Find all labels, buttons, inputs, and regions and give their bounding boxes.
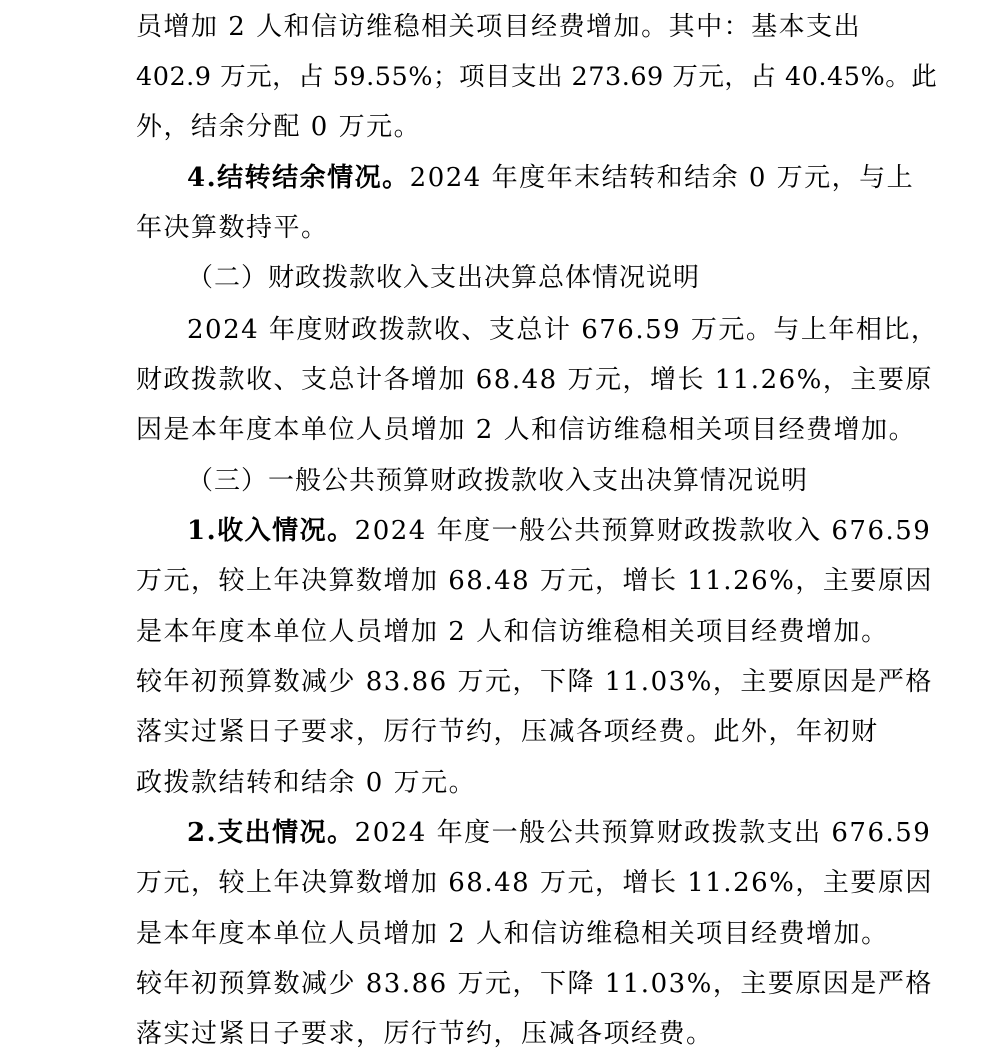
- paragraph-line: 1.收入情况。2024 年度一般公共预算财政拨款收入 676.59: [187, 516, 932, 546]
- paragraph-line: 外，结余分配 0 万元。: [136, 112, 422, 142]
- paragraph-line: 落实过紧日子要求，厉行节约，压减各项经费。: [136, 1019, 714, 1049]
- paragraph-line: 政拨款结转和结余 0 万元。: [136, 768, 477, 798]
- paragraph-line: 落实过紧日子要求，厉行节约，压减各项经费。此外，年初财: [136, 717, 879, 747]
- bold-lead: 4.结转结余情况。: [187, 163, 410, 193]
- paragraph-line: 财政拨款收、支总计各增加 68.48 万元，增长 11.26%，主要原: [136, 365, 933, 395]
- paragraph-line: 402.9 万元，占 59.55%；项目支出 273.69 万元，占 40.45%。此: [136, 62, 938, 92]
- paragraph-line: 万元，较上年决算数增加 68.48 万元，增长 11.26%，主要原因: [136, 868, 933, 898]
- paragraph-line: 2024 年度财政拨款收、支总计 676.59 万元。与上年相比，: [187, 315, 939, 345]
- paragraph-line: 万元，较上年决算数增加 68.48 万元，增长 11.26%，主要原因: [136, 566, 933, 596]
- paragraph-line: 较年初预算数减少 83.86 万元，下降 11.03%，主要原因是严格: [136, 969, 933, 999]
- paragraph-line: 是本年度本单位人员增加 2 人和信访维稳相关项目经费增加。: [136, 919, 889, 949]
- section-heading: （二）财政拨款收入支出决算总体情况说明: [187, 263, 701, 293]
- paragraph-line: 年决算数持平。: [136, 213, 329, 243]
- paragraph-line: 员增加 2 人和信访维稳相关项目经费增加。其中：基本支出: [136, 12, 862, 42]
- paragraph-line: 4.结转结余情况。2024 年度年末结转和结余 0 万元，与上: [187, 163, 915, 193]
- section-heading: （三）一般公共预算财政拨款收入支出决算情况说明: [187, 466, 809, 496]
- bold-lead: 1.收入情况。: [187, 516, 355, 546]
- paragraph-line: 是本年度本单位人员增加 2 人和信访维稳相关项目经费增加。: [136, 617, 889, 647]
- paragraph-line: 较年初预算数减少 83.86 万元，下降 11.03%，主要原因是严格: [136, 667, 933, 697]
- paragraph-line: 2.支出情况。2024 年度一般公共预算财政拨款支出 676.59: [187, 818, 932, 848]
- bold-lead: 2.支出情况。: [187, 818, 355, 848]
- paragraph-line: 因是本年度本单位人员增加 2 人和信访维稳相关项目经费增加。: [136, 415, 917, 445]
